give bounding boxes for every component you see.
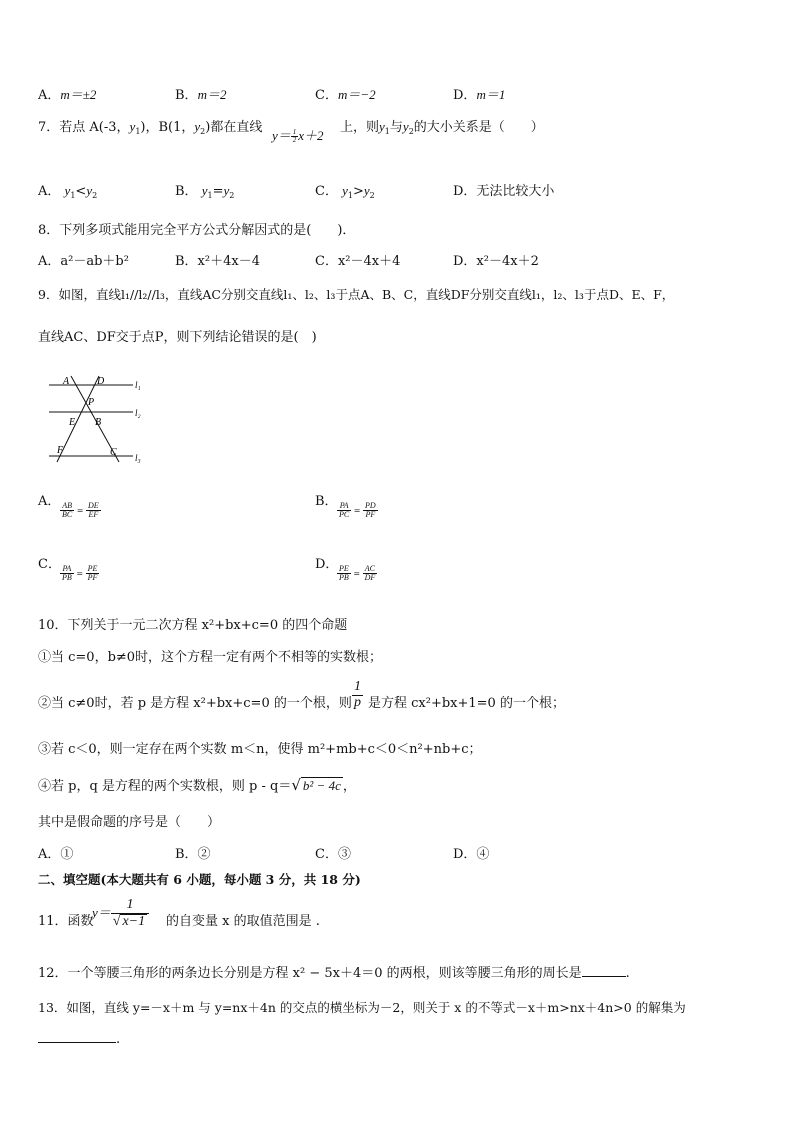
q9-stem-line2: 直线AC、DF交于点P，则下列结论错误的是( ) — [38, 330, 317, 345]
q6-option-a: A．m＝±2 — [38, 87, 97, 103]
label-l2: l₂ — [135, 408, 141, 418]
label-l1: l₁ — [135, 380, 141, 390]
q13-text: 13．如图，直线 y=－x＋m 与 y=nx＋4n 的交点的横坐标为－2，则关于 x 的不等式－x＋m>nx＋4n>0 的解集为 — [38, 1000, 686, 1015]
q13-answer-line: . — [38, 1032, 120, 1047]
q7-stem-end: 上，则$y_1$与$y_2$的大小关系是（ ） — [340, 119, 544, 136]
q10-proposition-2-part2: 是方程 cx²+bx+1=0 的一个根； — [368, 696, 565, 711]
q8-option-c: C．x²－4x＋4 — [315, 254, 401, 269]
q9-option-a-formula: $\frac{AB}{BC}$ = $\frac{DE}{EF}$ — [62, 501, 99, 520]
q9-option-a-label: A． — [38, 494, 61, 509]
q10-option-c: C．③ — [315, 847, 351, 862]
q9-stem-line1: 9．如图，直线l₁//l₂//l₃，直线AC分别交直线l₁、l₂、l₃于点A、B、C，直线DF分别交直线l₁，l₂、l₃于点D、E、F， — [38, 287, 675, 302]
q10-proposition-2-part1: ②当 c≠0时，若 p 是方程 x²+bx+c=0 的一个根，则 — [38, 696, 352, 711]
label-c: C — [110, 447, 117, 458]
section-2-heading: 二、填空题(本大题共有 6 小题，每小题 3 分，共 18 分) — [38, 872, 361, 887]
q10-proposition-4: ④若 p，q 是方程的两个实数根，则 p - q＝√ b² − 4c ， — [38, 776, 356, 794]
label-e: E — [69, 417, 76, 428]
q6-option-c: C．m＝−2 — [315, 87, 376, 103]
label-d: D — [97, 376, 105, 387]
q10-proposition-1: ①当 c=0，b≠0时，这个方程一定有两个不相等的实数根； — [38, 650, 383, 665]
q6-option-d: D．m＝1 — [453, 87, 506, 103]
q12-answer-blank[interactable] — [582, 976, 626, 977]
q10-option-b: B．② — [175, 847, 211, 862]
q7-stem: 7．若点 A(-3，$y_1$)，B(1，$y_2$)都在直线 — [38, 119, 263, 136]
q7-option-b: B． $y_1=y_2$ — [175, 183, 235, 200]
q10-option-a: A．① — [38, 847, 74, 862]
q9-parallel-lines-figure — [45, 370, 145, 465]
q13-answer-blank[interactable] — [38, 1042, 116, 1043]
q11-part2: 的自变量 x 的取值范围是 . — [166, 914, 320, 929]
q6-option-b: B．m＝2 — [175, 87, 227, 103]
label-f: F — [57, 445, 64, 456]
q10-option-d: D．④ — [453, 847, 490, 862]
q8-stem: 8．下列多项式能用完全平方公式分解因式的是( )． — [38, 223, 356, 238]
q9-option-d-label: D． — [315, 557, 339, 572]
q10-stem: 10．下列关于一元二次方程 x²+bx+c=0 的四个命题 — [38, 618, 348, 633]
q10-proposition-3: ③若 c＜0，则一定存在两个实数 m＜n，使得 m²+mb+c＜0＜n²+nb+c； — [38, 742, 482, 757]
q12-text: 12．一个等腰三角形的两条边长分别是方程 x² − 5x＋4＝0 的两根，则该等腰三角形的周长是 . — [38, 966, 630, 981]
q11-part1: 11．函数 — [38, 914, 94, 929]
label-a: A — [63, 376, 70, 387]
q8-option-b: B．x²＋4x－4 — [175, 254, 260, 269]
q9-option-c-label: C． — [38, 557, 61, 572]
label-p: P — [88, 397, 95, 408]
q8-option-a: A．a²－ab＋b² — [38, 254, 129, 269]
q9-option-b-label: B． — [315, 494, 338, 509]
q8-option-d: D．x²－4x＋2 — [453, 254, 539, 269]
label-b: B — [95, 417, 102, 428]
q9-option-b-formula: $\frac{PA}{PC}$ = $\frac{PD}{PF}$ — [339, 501, 376, 520]
q9-option-c-formula: $\frac{PA}{PB}$ = $\frac{PE}{PF}$ — [62, 564, 98, 583]
q7-option-d: D．无法比较大小 — [453, 184, 555, 199]
q7-option-a: A． $y_1<y_2$ — [38, 183, 98, 200]
q7-line-equation: y＝ $\frac{1}{2}$ x＋2 — [272, 127, 324, 144]
q11-function: y＝ $\frac{1}{√ x-1}$ — [92, 898, 149, 929]
q10-question: 其中是假命题的序号是（ ） — [38, 815, 221, 830]
label-l3: l₃ — [135, 453, 141, 463]
q7-option-c: C． $y_1>y_2$ — [315, 183, 375, 200]
q10-proposition-2-fraction: $\frac{1}{p}$ — [354, 679, 361, 710]
q9-option-d-formula: $\frac{PE}{PB}$ = $\frac{AC}{DF}$ — [339, 564, 376, 583]
